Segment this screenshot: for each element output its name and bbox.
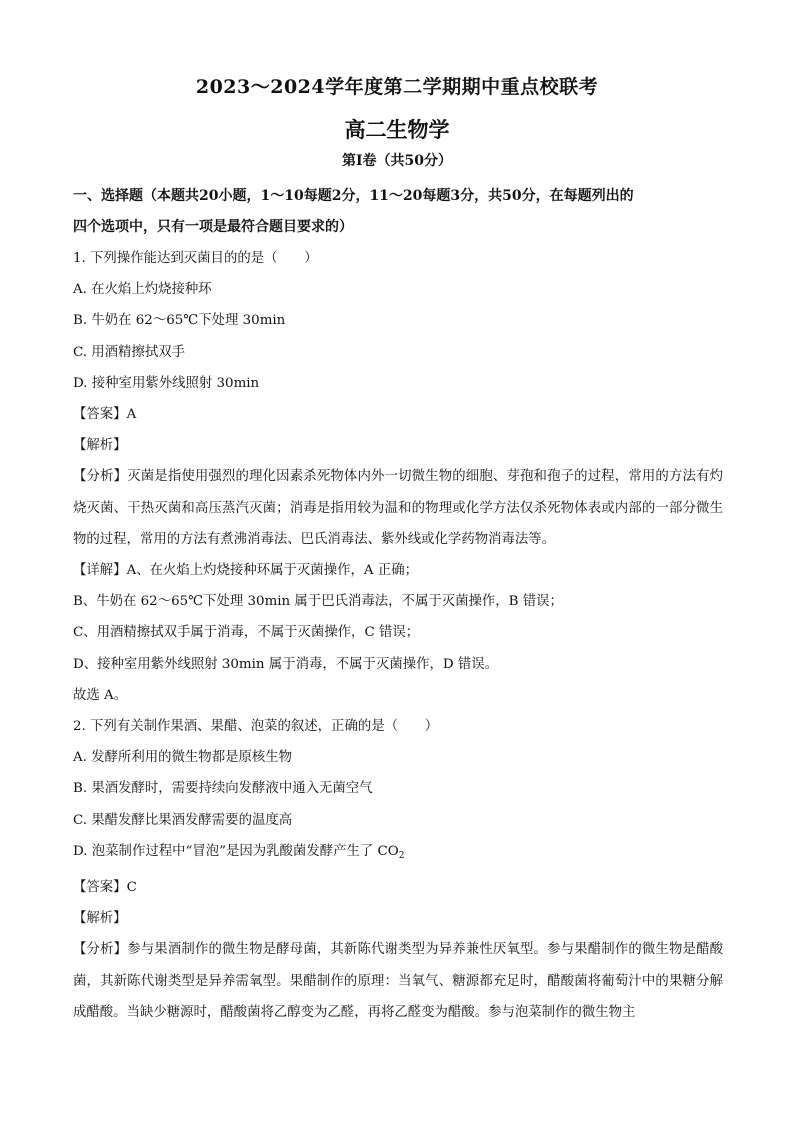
detail-text: A、在火焰上灼烧接种环属于灭菌操作，A 正确； bbox=[126, 563, 418, 579]
section-heading-line2: 四个选项中，只有一项是最符合题目要求的） bbox=[73, 219, 353, 235]
analysis-text: 参与果酒制作的微生物是酵母菌，其新陈代谢类型为异养兼性厌氧型。参与果醋制作的微生物是醋酸菌，其新陈代谢类型是异养需氧型。果醋制作的原理：当氧气、糖源都充足时，醋酸菌将葡萄汁中的果糖分解成醋酸。当缺少糖源时，醋酸菌将乙醇变为乙醛，再将乙醛变为醋酸。参与泡菜制作的微生物主 bbox=[73, 942, 724, 1020]
answer-line bbox=[73, 872, 723, 903]
analysis-text: 灭菌是指使用强烈的理化因素杀死物体内外一切微生物的细胞、芽孢和孢子的过程，常用的方法有灼烧灭菌、干热灭菌和高压蒸汽灭菌；消毒是指用较为温和的物理或化学方法仅杀死物体表或内部的一部分微生物的过程，常用的方法有煮沸消毒法、巴氏消毒法、紫外线或化学药物消毒法等。 bbox=[73, 469, 724, 547]
detail-line-d: D、接种室用紫外线照射 30min 属于消毒，不属于灭菌操作，D 错误。 bbox=[73, 656, 499, 672]
question-2 bbox=[73, 711, 723, 1028]
answer-value: C bbox=[126, 880, 137, 896]
exam-title: 2023～2024学年度第二学期期中重点校联考 bbox=[195, 76, 599, 98]
option-a: A. 发酵所利用的微生物都是原核生物 bbox=[73, 750, 293, 766]
option-d: D. 接种室用紫外线照射 30min bbox=[73, 375, 260, 391]
detail-line-c: C、用酒精擦拭双手属于消毒，不属于灭菌操作，C 错误； bbox=[73, 625, 420, 641]
analysis-paragraph bbox=[73, 461, 723, 555]
content-body bbox=[73, 181, 723, 1028]
answer-line bbox=[73, 399, 723, 430]
detail-tag: 【详解】 bbox=[73, 563, 127, 579]
analysis-tag: 【分析】 bbox=[73, 942, 128, 958]
subject-title: 高二生物学 bbox=[344, 117, 450, 142]
detail-line-b: B、牛奶在 62～65℃下处理 30min 属于巴氏消毒法，不属于灭菌操作，B 错误； bbox=[73, 594, 563, 610]
question-stem: 2. 下列有关制作果酒、果醋、泡菜的叙述，正确的是（ ） bbox=[73, 719, 439, 735]
option-c: C. 果醋发酵比果酒发酵需要的温度高 bbox=[73, 812, 293, 828]
question-stem: 1. 下列操作能达到灭菌目的的是（ ） bbox=[73, 251, 318, 266]
section-heading bbox=[73, 181, 723, 243]
option-b: B. 果酒发酵时，需要持续向发酵液中通入无菌空气 bbox=[73, 781, 373, 797]
volume-title: 第Ⅰ卷（共50分） bbox=[341, 153, 453, 169]
answer-tag: 【答案】 bbox=[73, 407, 127, 423]
option-a: A. 在火焰上灼烧接种环 bbox=[73, 282, 212, 298]
option-d bbox=[73, 836, 723, 872]
subscript: 2 bbox=[398, 850, 405, 861]
option-c: C. 用酒精擦拭双手 bbox=[73, 344, 186, 360]
option-d-text: D. 泡菜制作过程中“冒泡”是因为乳酸菌发酵产生了 CO bbox=[73, 843, 399, 859]
conclusion: 故选 A。 bbox=[73, 687, 128, 703]
analysis-paragraph bbox=[73, 934, 723, 1028]
jiexi-tag: 【解析】 bbox=[73, 438, 127, 454]
jiexi-tag: 【解析】 bbox=[73, 911, 127, 927]
answer-value: A bbox=[126, 407, 137, 423]
section-heading-line1: 一、选择题（本题共20小题，1～10每题2分，11～20每题3分，共50分，在每题列出的 bbox=[73, 188, 634, 204]
detail-line-a bbox=[73, 555, 723, 586]
answer-tag: 【答案】 bbox=[73, 880, 127, 896]
analysis-tag: 【分析】 bbox=[73, 469, 128, 485]
option-b: B. 牛奶在 62～65℃下处理 30min bbox=[73, 313, 286, 329]
question-1 bbox=[73, 243, 723, 711]
